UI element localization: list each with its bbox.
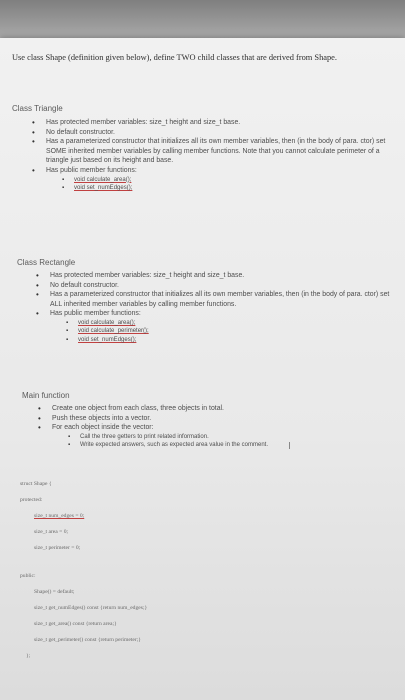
rectangle-bullet: • No default constructor. bbox=[36, 281, 392, 291]
code-line: public: bbox=[20, 573, 36, 579]
code-line: }; bbox=[26, 653, 31, 659]
main-sub-item: ▪ Call the three getters to print related information. bbox=[52, 433, 368, 441]
text-cursor bbox=[289, 442, 290, 449]
code-line: size_t get_area() const {return area;} bbox=[34, 621, 117, 627]
triangle-bullet: • Has a parameterized constructor that initializes all its own member variables, then (in the body of para. ctor) set SOME inherited member variables by calling member functions. Note that you cannot calculate perimeter of a triangle just based on its height and base. bbox=[32, 137, 392, 166]
code-line: size_t area = 0; bbox=[34, 529, 69, 535]
code-line: size_t num_edges = 0; bbox=[34, 513, 85, 519]
photo-top-shadow bbox=[0, 0, 405, 38]
main-section-title: Main function bbox=[22, 391, 70, 400]
main-sub-list bbox=[52, 433, 368, 450]
rectangle-bullet: • Has protected member variables: size_t height and size_t base. bbox=[36, 271, 392, 281]
intro-paragraph: Use class Shape (definition given below), define TWO child classes that are derived from Shape. bbox=[12, 53, 337, 62]
rectangle-bullet-list bbox=[36, 271, 392, 344]
main-loop-label: For each object inside the vector: bbox=[52, 424, 154, 432]
main-bullet-list bbox=[38, 404, 368, 450]
rectangle-functions-label: Has public member functions: bbox=[50, 310, 141, 318]
rectangle-function-item: ▪ void calculate_perimeter(); bbox=[50, 327, 392, 335]
rectangle-function-item: ▪ void set_numEdges(); bbox=[50, 336, 392, 344]
main-bullet: • Push these objects into a vector. bbox=[38, 414, 368, 424]
code-line: size_t get_perimeter() const {return perimeter;} bbox=[34, 637, 141, 643]
code-line: size_t get_numEdges() const {return num_edges;} bbox=[34, 605, 148, 611]
shape-code-block bbox=[20, 480, 390, 660]
main-bullet bbox=[38, 423, 368, 449]
code-line: Shape() = default; bbox=[34, 589, 75, 595]
code-line: struct Shape { bbox=[20, 481, 52, 487]
triangle-functions-label: Has public member functions: bbox=[46, 166, 137, 174]
triangle-function-item: ▪ void set_numEdges(); bbox=[46, 184, 392, 192]
main-sub-item: ▪ Write expected answers, such as expected area value in the comment. bbox=[52, 441, 368, 449]
main-bullet: • Create one object from each class, three objects in total. bbox=[38, 404, 368, 414]
triangle-bullet: • Has protected member variables: size_t height and size_t base. bbox=[32, 118, 392, 128]
rectangle-bullet bbox=[36, 309, 392, 344]
rectangle-function-list bbox=[50, 319, 392, 344]
rectangle-function-item: ▪ void calculate_area(); bbox=[50, 319, 392, 327]
triangle-function-list bbox=[46, 176, 392, 193]
triangle-function-item: ▪ void calculate_area(); bbox=[46, 176, 392, 184]
triangle-bullet: • No default constructor. bbox=[32, 128, 392, 138]
rectangle-bullet: • Has a parameterized constructor that initializes all its own member variables, then (in the body of para. ctor) set ALL inherited member variables by calling member functions. bbox=[36, 290, 392, 309]
triangle-bullet bbox=[32, 166, 392, 192]
triangle-bullet-list bbox=[32, 118, 392, 192]
code-line: protected: bbox=[20, 497, 43, 503]
triangle-section-title: Class Triangle bbox=[12, 104, 63, 113]
code-line: size_t perimeter = 0; bbox=[34, 545, 81, 551]
rectangle-section-title: Class Rectangle bbox=[17, 258, 76, 267]
